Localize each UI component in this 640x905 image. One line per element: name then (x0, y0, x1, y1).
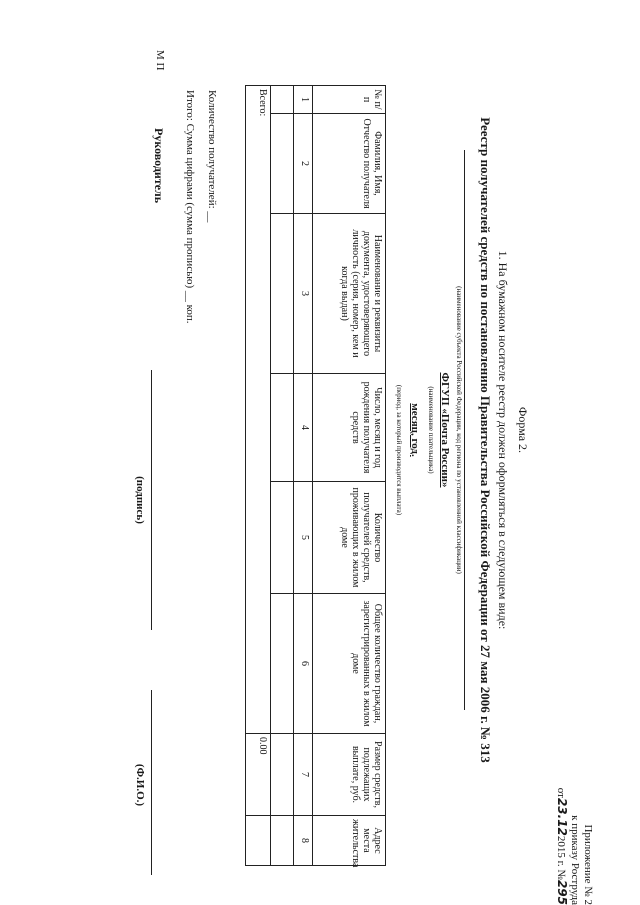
column-number-row (294, 86, 313, 866)
appendix-date-prefix: от (555, 787, 567, 798)
column-number: 6 (294, 594, 313, 734)
total-in-words: Итого: Сумма цифрами (сумма прописью) __ коп. (184, 90, 196, 324)
header-number: № п/п (313, 86, 386, 114)
table-cell (271, 214, 294, 374)
stamp-place: М П (154, 50, 166, 71)
full-name-line (151, 690, 152, 875)
recipients-count: Количество получателей: __ (206, 90, 218, 223)
total-label: Всего: (246, 86, 271, 734)
full-name-caption: (Ф.И.О.) (134, 763, 146, 807)
header-registered-in-house: Общее количество граждан, зарегистрированных в жилом доме (313, 594, 386, 734)
payer-caption: (наименование плательщика) (427, 386, 435, 474)
table-cell (271, 482, 294, 594)
column-number: 2 (294, 114, 313, 214)
header-full-name: Фамилия, Имя, Отчество получателя (313, 114, 386, 214)
subject-caption: (наименование субъекта Российской Федерации, код региона по установленной классификации) (455, 286, 463, 574)
signature-line (151, 370, 152, 630)
header-address: Адрес места жительства (313, 816, 386, 866)
appendix-block (554, 715, 594, 905)
column-number: 7 (294, 734, 313, 816)
table-cell (271, 374, 294, 482)
appendix-number-handwritten: 295 (555, 879, 569, 905)
column-number: 4 (294, 374, 313, 482)
appendix-line-3 (554, 715, 568, 905)
column-number: 1 (294, 86, 313, 114)
header-birth-date: Число, месяц и год рождения получателя средств (313, 374, 386, 482)
header-payment-amount: Размер средств, подлежащих выплате, руб. (313, 734, 386, 816)
registry-table (245, 85, 386, 866)
appendix-line-1: Приложение № 2 (582, 824, 594, 905)
column-number: 8 (294, 816, 313, 866)
appendix-year: 2015 г. № (555, 835, 567, 880)
registry-title: Реестр получателей средств по постановлению Правительства Российской Федерации от 27 мая 2006 г. № 313 (478, 117, 493, 763)
header-recipients-in-house: Количество получателей средств, проживающих в жилом доме (313, 482, 386, 594)
table-cell (246, 816, 271, 866)
payer-name: ФГУП «Почта России» (439, 372, 451, 488)
period-value: месяц, год. (409, 403, 421, 457)
appendix-line-2: к приказу Роструда (569, 815, 581, 905)
total-row (246, 86, 271, 866)
table-cell (271, 86, 294, 114)
subject-underline (464, 150, 465, 710)
table-cell (271, 594, 294, 734)
appendix-date-handwritten: 23.12 (555, 797, 569, 836)
director-label: Руководитель (152, 128, 166, 204)
intro-text: 1. На бумажном носителе реестр должен оформляться в следующем виде: (496, 250, 510, 630)
signature-caption: (подпись) (134, 476, 146, 524)
header-id-document: Наименование и реквизиты документа, удостоверяющего личность (серия, номер, кем и когда выдан) (313, 214, 386, 374)
period-caption: (период, за который производится выплата) (395, 384, 403, 516)
column-number: 5 (294, 482, 313, 594)
table-header-row (313, 86, 386, 866)
form-title: Форма 2. (516, 406, 530, 454)
table-cell (271, 114, 294, 214)
table-cell (271, 816, 294, 866)
total-sum: 0.00 (246, 734, 271, 816)
table-row (271, 86, 294, 866)
column-number: 3 (294, 214, 313, 374)
table-cell (271, 734, 294, 816)
